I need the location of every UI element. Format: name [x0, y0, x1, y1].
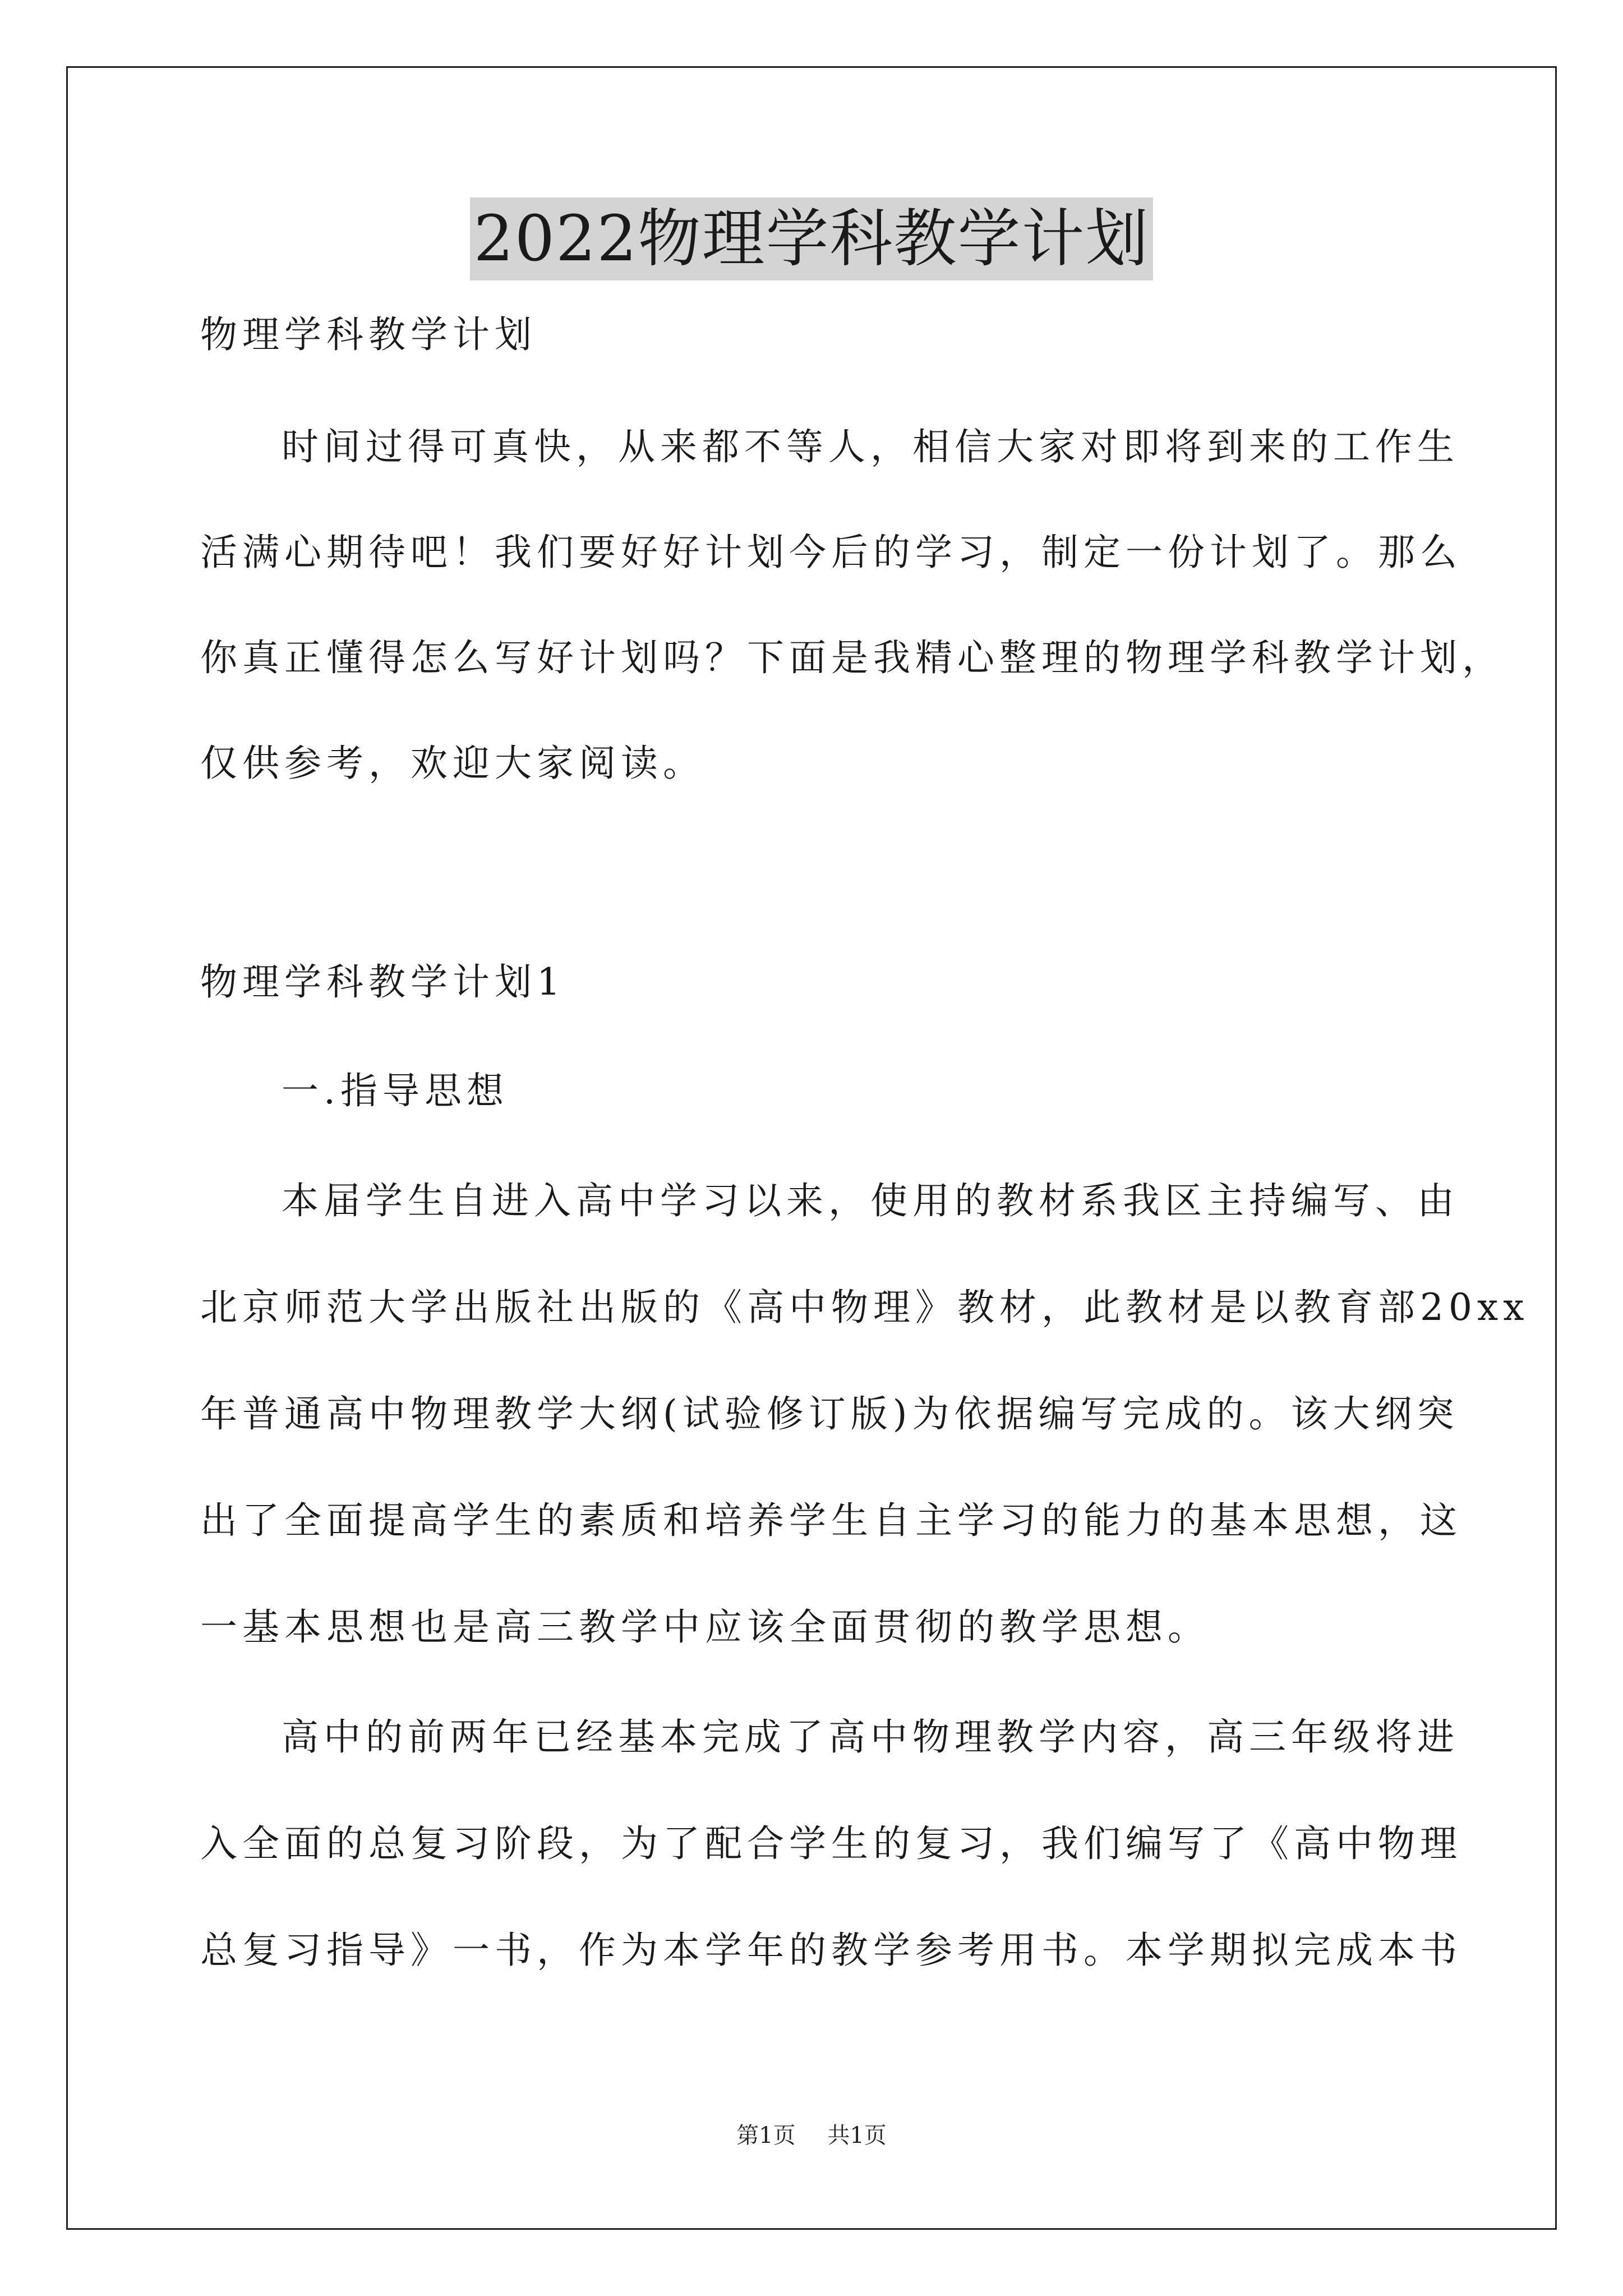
paragraph2-line-2: 入全面的总复习阶段，为了配合学生的复习，我们编写了《高中物理 [200, 1822, 1462, 1865]
intro-line-4: 仅供参考，欢迎大家阅读。 [200, 742, 705, 785]
intro-line-2: 活满心期待吧！我们要好好计划今后的学习，制定一份计划了。那么 [200, 531, 1462, 574]
intro-line-1: 时间过得可真快，从来都不等人，相信大家对即将到来的工作生 [282, 425, 1459, 468]
page-footer [0, 2122, 1623, 2150]
document-title: 2022物理学科教学计划 [470, 197, 1152, 280]
title-container [0, 197, 1623, 280]
total-pages: 共1页 [827, 2123, 887, 2148]
paragraph2-line-1: 高中的前两年已经基本完成了高中物理教学内容，高三年级将进 [282, 1715, 1459, 1759]
page-number: 第1页 [736, 2123, 796, 2148]
page-border [66, 66, 1557, 2230]
paragraph1-line-5: 一基本思想也是高三教学中应该全面贯彻的教学思想。 [200, 1605, 1210, 1649]
paragraph1-line-1: 本届学生自进入高中学习以来，使用的教材系我区主持编写、由 [282, 1179, 1459, 1222]
subsection-heading: 一.指导思想 [282, 1069, 509, 1112]
paragraph1-line-2: 北京师范大学出版社出版的《高中物理》教材，此教材是以教育部20xx [200, 1286, 1529, 1329]
paragraph1-line-3: 年普通高中物理教学大纲(试验修订版)为依据编写完成的。该大纲突 [200, 1392, 1459, 1435]
paragraph1-line-4: 出了全面提高学生的素质和培养学生自主学习的能力的基本思想，这 [200, 1499, 1462, 1542]
document-subtitle: 物理学科教学计划 [200, 313, 537, 356]
intro-line-3: 你真正懂得怎么写好计划吗？下面是我精心整理的物理学科教学计划， [200, 636, 1504, 679]
paragraph2-line-3: 总复习指导》一书，作为本学年的教学参考用书。本学期拟完成本书 [200, 1929, 1462, 1972]
section-heading: 物理学科教学计划1 [200, 960, 565, 1004]
